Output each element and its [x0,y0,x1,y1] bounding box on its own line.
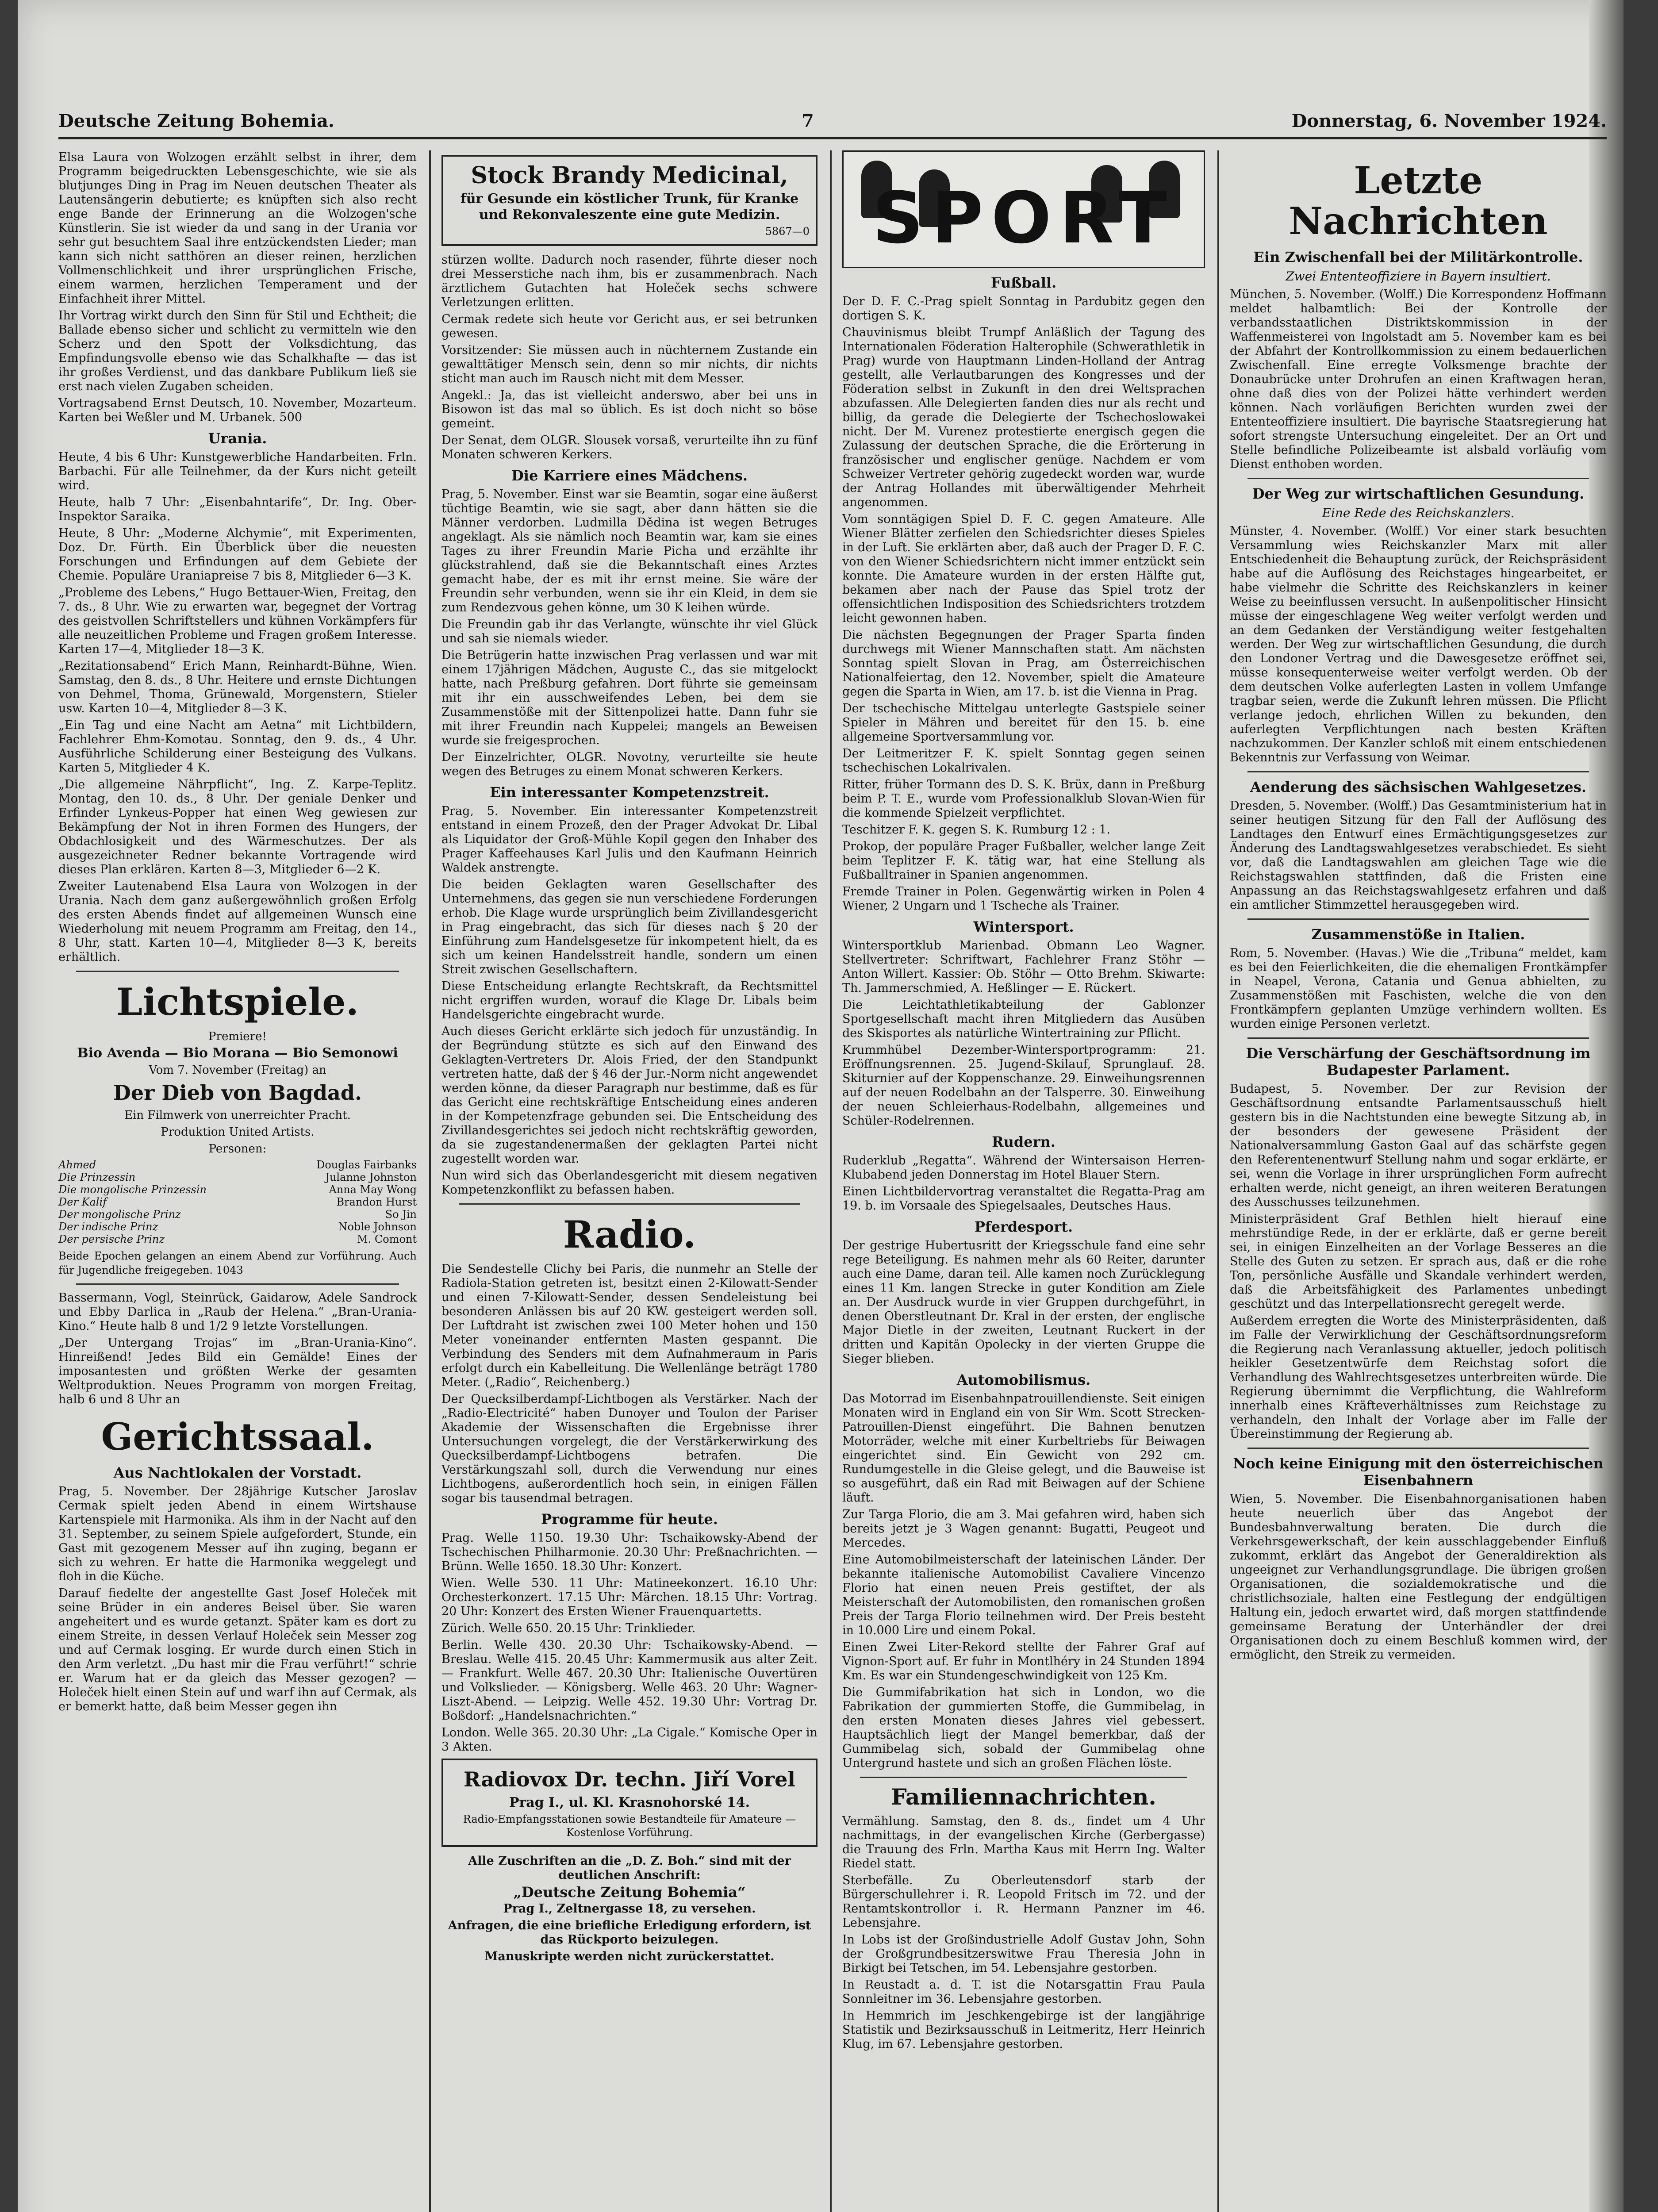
paragraph: Heute, 8 Uhr: „Moderne Alchymie“, mit Experimenten, Doz. Dr. Fürth. Ein Überblick über die neuesten Forschungen und Erfindungen auf dem Gebiete der Chemie. Populäre Uraniapreise 7 bis 8, Mitglieder 6—3 K. [58,526,417,583]
ad-code: 5867—0 [765,225,810,238]
section-heading-familiennachrichten: Familiennachrichten. [891,1784,1156,1810]
cast-row [58,1221,417,1233]
paragraph: Fremde Trainer in Polen. Gegenwärtig wirken in Polen 4 Wiener, 2 Ungarn und 1 Tscheche als Trainer. [842,885,1205,913]
paragraph: Einen Lichtbildervortrag veranstaltet die Regatta-Prag am 19. b. im Vorsaale des Spiegelsaales, Deutsches Haus. [842,1185,1205,1213]
radiovox-advertisement [441,1759,817,1847]
paragraph: Zweiter Lautenabend Elsa Laura von Wolzogen in der Urania. Nach dem ganz außergewöhnlich großen Erfolg des ersten Abends findet auf allgemeinen Wunsch eine Wiederholung mit neuem Programm am Freitag, den 14., 8 Uhr, statt. Karten 10—4, Mitglieder 8—3 K, bereits erhältlich. [58,879,417,964]
paragraph: Münster, 4. November. (Wolff.) Vor einer stark besuchten Versammlung wies Reichskanzler Marx mit aller Entschiedenheit die Behauptung zurück, der Reichspräsident habe auf die Auflösung des Reichstages hingearbeitet, er habe vielmehr die Schritte des Reichskanzlers in keiner Weise zu beeinflussen versucht. In außenpolitischer Hinsicht müsse der eingeschlagene Weg weiter verfolgt werden und an dem Gedanken der Verständigung weiter festgehalten werden. Der Weg zur wirtschaftlichen Gesundung, die durch den Londoner Vertrag und die Dawesgesetze eröffnet sei, müsse konsequenterweise weiter verfolgt werden. Ob der dem deutschen Volke auferlegten Lasten in vollem Umfange tragbar seien, werde die Zukunft lehren müssen. Die Pflicht verlange jedoch, ehrlichen Willen zu bekunden, den auferlegten Verpflichtungen nach besten Kräften nachzukommen. Der Kanzler schloß mit einem entschiedenen Bekenntnis zur Verfassung von Weimar. [1230,524,1607,764]
article-subheading: Eine Rede des Reichskanzlers. [1322,506,1515,520]
column-rule [830,150,832,2212]
section-heading-lichtspiele: Lichtspiele. [116,980,359,1024]
ad-text: für Gesunde ein köstlicher Trunk, für Kranke und Rekonvaleszente eine gute Medizin. [460,191,799,223]
cast-actor: Julanne Johnston [325,1171,417,1183]
article-heading: Die Verschärfung der Geschäftsordnung im Budapester Parlament. [1246,1045,1591,1079]
paragraph: Prag, 5. November. Einst war sie Beamtin, sogar eine äußerst tüchtige Beamtin, wie sie sagt, aber dann hätten sie die Männer verdorben. Ludmilla Dědina ist wegen Betruges angeklagt. Als sie nämlich noch Beamtin war, kam sie eines Tages zu ihrer Freundin Marie Picha und erzählte ihr glückstrahlend, daß sie die Bekanntschaft eines Arztes gemacht habe, der es mit ihr ernst meine. Sie wäre der Freundin sehr verbunden, wenn sie ihr ein Kleid, in dem sie zum Rendezvous gehen könne, um 30 K leihen würde. [441,488,817,614]
cast-role: Der mongolische Prinz [58,1208,181,1221]
cast-actor: Douglas Fairbanks [316,1159,417,1171]
cast-actor: Noble Johnson [338,1221,417,1233]
column-4 [1230,150,1607,2212]
section-heading-urania: Urania. [208,430,267,447]
screening-note: Beide Epochen gelangen an einem Abend zur Vorführung. Auch für Jugendliche freigegeben. 1043 [58,1250,417,1276]
paragraph: Prag. Welle 1150. 19.30 Uhr: Tschaikowsky-Abend der Tschechischen Philharmonie. 20.30 Uhr: Preßnachrichten. — Brünn. Welle 1650. 18.30 Uhr: Konzert. [441,1531,817,1573]
divider [1247,771,1589,772]
paragraph: Vorsitzender: Sie müssen auch in nüchternem Zustande ein gewalttätiger Mensch sein, denn so mir nichts, dir nichts sticht man auch im Rausch nicht mit dem Messer. [441,343,817,385]
section-heading-radio: Radio. [563,1213,696,1256]
paragraph: Der Leitmeritzer F. K. spielt Sonntag gegen seinen tschechischen Lokalrivalen. [842,747,1205,775]
premiere-label: Premiere! [208,1030,267,1043]
film-title: Der Dieb von Bagdad. [113,1081,362,1105]
article-heading: Die Karriere eines Mädchens. [511,467,748,484]
article-heading: Programme für heute. [541,1511,718,1528]
paragraph: Der D. F. C.-Prag spielt Sonntag in Pardubitz gegen den dortigen S. K. [842,295,1205,323]
masthead-date: Donnerstag, 6. November 1924. [1291,111,1607,131]
cast-role: Die mongolische Prinzessin [58,1183,207,1196]
cast-row [58,1183,417,1196]
paragraph: Wien. Welle 530. 11 Uhr: Matineekonzert. 16.10 Uhr: Orchesterkonzert. 17.15 Uhr: Märchen. 18.15 Uhr: Vortrag. 20 Uhr: Konzert des Ersten Wiener Frauenquartetts. [441,1576,817,1618]
paragraph: Auch dieses Gericht erklärte sich jedoch für unzuständig. In der Begründung stützte es sich auf den Einwand des Geklagten-Vertreters Dr. Alois Fried, der den Standpunkt vertreten hatte, daß der § 46 der Jur.-Norm nicht angewendet werden könne, da dieser Paragraph nur bestimme, daß es für das Gericht eine rechtskräftige Entscheidung eines anderen in der Kompetenzfrage gebunden sei. Die Entscheidung des Zivillandesgerichtes sei jedoch nicht rechtskräftig geworden, da sie zugestandenermaßen der geklagten Partei nicht zugestellt worden war. [441,1025,817,1166]
paragraph: Außerdem erregten die Worte des Ministerpräsidenten, daß im Falle der Verwirklichung der Geschäftsordnungsreform die Regierung nach Veranlassung aktueller, jedoch politisch heikler Gesetzentwürfe dem Reichstag sofort die Verhandlung des Wahlrechtsgesetzes unterbreiten würde. Die Regierung übernimmt die Verpflichtung, die Wahlreform innerhalb eines Kräfteverhältnisses zum Reichstage zu verhandeln, den Inhalt der Vorlage aber im Falle der Übereinstimmung der Regierung ab. [1230,1314,1607,1441]
paragraph: Wintersportklub Marienbad. Obmann Leo Wagner. Stellvertreter: Schriftwart, Fachlehrer Franz Stöhr — Anton Willert. Kassier: Ob. Stöhr — Otto Brehm. Skiwarte: Th. Jammerschmied, A. Heßlinger — E. Rückert. [842,939,1205,995]
paragraph: Chauvinismus bleibt Trumpf Anläßlich der Tagung des Internationalen Föderation Halterophile (Schwerathletik in Prag) wurde von Hauptmann Linden-Holland der Antrag gestellt, alle Verlautbarungen des Kongresses und der Föderation selbst in Zukunft in den drei Weltsprachen abzufassen. Alle Delegierten fanden dies nur als recht und billig, da gerade die Delegierte der Tschechoslowakei nicht. Der M. Vurenez protestierte energisch gegen die Zulassung der deutschen Sprache, die die Erörterung in französischer und englischer genüge. Nachdem er vom Schweizer Vertreter gehörig zugedeckt worden war, wurde der Antrag Hollandes mit überwältigender Mehrheit angenommen. [842,326,1205,509]
cast-role: Der persische Prinz [58,1233,165,1245]
article-heading: Der Weg zur wirtschaftlichen Gesundung. [1252,485,1585,502]
cast-row [58,1171,417,1183]
cinema-names: Bio Avenda — Bio Morana — Bio Semonowi [77,1045,398,1061]
divider [1247,1448,1589,1449]
brandy-advertisement [441,155,817,246]
section-heading-gerichtssaal: Gerichtssaal. [101,1415,374,1459]
paragraph: „Die allgemeine Nährpflicht“, Ing. Z. Karpe-Teplitz. Montag, den 10. ds., 8 Uhr. Der geniale Denker und Erfinder Lynkeus-Popper hat einen Weg gewiesen zur Bekämpfung der Not in ihren Formen des Hungers, der Obdachlosigkeit und des Wärmeschutzes. Der als ausgezeichneter Redner bekannte Vortragende wird dieses Plan erklären. Karten 8—3, Mitglieder 6—2 K. [58,778,417,876]
notice-line: Alle Zuschriften an die „D. Z. Boh.“ sind mit der deutlichen Anschrift: [468,1854,791,1882]
paragraph: Vermählung. Samstag, den 8. ds., findet um 4 Uhr nachmittags, in der evangelischen Kirche (Gerbergasse) die Trauung des Frln. Martha Kaus mit Herrn Ing. Walter Riedel statt. [842,1814,1205,1870]
divider [1247,918,1589,920]
paragraph: Ruderklub „Regatta“. Während der Wintersaison Herren-Klubabend jeden Donnerstag im Hotel Blauer Stern. [842,1154,1205,1182]
paragraph: Vortragsabend Ernst Deutsch, 10. November, Mozarteum. Karten bei Weßler und M. Urbanek. 500 [58,396,417,424]
paragraph: Die nächsten Begegnungen der Prager Sparta finden durchwegs mit Wiener Mannschaften statt. Am nächsten Sonntag spielt Slovan in Prag, am Österreichischen Nationalfeiertag, den 12. November, spielt die Amateure gegen die Sparta in Wien, am 17. b. ist die Vienna in Prag. [842,628,1205,699]
paragraph: Budapest, 5. November. Der zur Revision der Geschäftsordnung entsandte Parlamentsausschuß hielt gestern bis in die Nachtstunden eine bewegte Sitzung ab, in der besonders der gewesene Präsident der Nationalversammlung Gaston Gaal auf das schärfste gegen den Referentenentwurf Stellung nahm und sogar erklärte, er sei, wenn die Vorlage in ihrer ursprünglichen Form aufrecht erhalten werde, nicht geneigt, an ihren weiteren Beratungen des Ausschusses teilzunehmen. [1230,1082,1607,1209]
column-rule [1217,150,1219,2212]
film-subtitle: Ein Filmwerk von unerreichter Pracht. [124,1109,351,1122]
paragraph: In Hemmrich im Jeschkengebirge ist der langjährige Statistik und Bezirksausschuß in Leitmeritz, Herr Heinrich Klug, im 67. Lebensjahre gestorben. [842,2009,1205,2051]
paragraph: Teschitzer F. K. gegen S. K. Rumburg 12 : 1. [842,823,1111,837]
paragraph: München, 5. November. (Wolff.) Die Korrespondenz Hoffmann meldet halbamtlich: Bei der Kontrolle der verbandsstaatlichen Distriktskommission in der Waffenmeisterei von Ingolstadt am 5. November kam es bei der Abfahrt der Kontrollkommission zu einem bedauerlichen Zwischenfall. Eine erregte Volksmenge brachte der Donaubrücke unter Drohrufen an einen Kraftwagen heran, ohne daß dies von der Polizei hätte verhindert werden können. Nach vorläufigen Berichten wurden zwei der Ententeoffiziere insultiert. Die bayrische Staatsregierung hat sofort strengste Untersuchung eingeleitet. Der an Ort und Stelle befindliche Polizeibeamte ist alsbald vorläufig vom Dienst enthoben worden. [1230,288,1607,471]
article-heading: Aenderung des sächsischen Wahlgesetzes. [1250,779,1587,795]
cast-row [58,1196,417,1208]
cast-role: Der indische Prinz [58,1221,158,1233]
newspaper-page [18,0,1623,2212]
paragraph: Dresden, 5. November. (Wolff.) Das Gesamtministerium hat in seiner heutigen Sitzung für den Fall der Auflösung des Landtages den Entwurf eines Ermächtigungsgesetzes zur Änderung des Landtagswahlgesetzes verabschiedet. Es sieht vor, daß die Landtagswahlen am gleichen Tage wie die Reichstagswahlen stattfinden, daß die Fristen eine Anpassung an das Reichstagswahlgesetz erfahren und daß ein amtlicher Stimmzettel herausgegeben wird. [1230,799,1607,912]
paragraph: Zürich. Welle 650. 20.15 Uhr: Trinklieder. [441,1621,696,1635]
paragraph: „Der Untergang Trojas“ im „Bran-Urania-Kino“. Hinreißend! Jedes Bild ein Gemälde! Eines der imposantesten und größten Werke der gesamten Weltproduktion. Neues Programm von morgen Freitag, halb 6 und 8 Uhr an [58,1336,417,1406]
paragraph: Prag, 5. November. Ein interessanter Kompetenzstreit entstand in einem Prozeß, den der Prager Advokat Dr. Libal als Liquidator der Groß-Mühle Kopil gegen den Inhaber des Prager Kaffeehauses Karl Julis und den Kaufmann Heinrich Waldek anstrengte. [441,804,817,875]
paragraph: Cermak redete sich heute vor Gericht aus, er sei betrunken gewesen. [441,312,817,340]
section-heading-rudern: Rudern. [992,1133,1055,1150]
persons-label: Personen: [208,1142,267,1156]
paragraph: „Ein Tag und eine Nacht am Aetna“ mit Lichtbildern, Fachlehrer Ehm-Komotau. Sonntag, den 9. ds., 4 Uhr. Ausführliche Schilderung einer Besteigung des Vulkans. Karten 5, Mitglieder 4 K. [58,718,417,775]
cast-actor: So Jin [385,1208,417,1221]
paragraph: Vom sonntägigen Spiel D. F. C. gegen Amateure. Alle Wiener Blätter zerfielen den Schiedsrichter dieses Spieles in der Luft. Sie erklärten aber, daß auch der Prager D. F. C. von den Wiener Schiedsrichtern nicht immer entzückt sein konnte. Die Amateure wurden in der ersten Hälfte gut, bekamen aber nach der Pause das Spiel trotz der offensichtlichen Indisposition des Schiedsrichters trotzdem leicht gewonnen haben. [842,512,1205,625]
paragraph: Zur Targa Florio, die am 3. Mai gefahren wird, haben sich bereits jetzt je 3 Wagen genannt: Bugatti, Peugeot und Mercedes. [842,1508,1205,1550]
masthead [58,111,1607,139]
paragraph: Diese Entscheidung erlangte Rechtskraft, da Rechtsmittel nicht ergriffen wurden, worauf die Klage Dr. Libals beim Handelsgerichte eingebracht wurde. [441,979,817,1022]
paragraph: Eine Automobilmeisterschaft der lateinischen Länder. Der bekannte italienische Automobilist Cavaliere Vincenzo Florio hat einen neuen Preis gestiftet, der als Meisterschaft der Automobilisten, den romanischen großen Preis der Targa Florio teilnehmen wird. Der Preis besteht in 10.000 Lire und einem Pokal. [842,1553,1205,1637]
paragraph: Der gestrige Hubertusritt der Kriegsschule fand eine sehr rege Beteiligung. Es nahmen mehr als 60 Reiter, darunter auch eine Dame, daran teil. Alle kamen noch Zurücklegung eines 11 Km. langen Strecke in guter Kondition am Ziele an. Der Ausdruck wurde in vier Gruppen durchgeführt, in denen Oberstleutnant Dr. Kral in der ersten, der englische Major Dietle in der zweiten, Leutnant Ruckert in der dritten und Kapitän Opolecky in der vierten Gruppe die Sieger blieben. [842,1239,1205,1366]
section-heading-fussball: Fußball. [990,274,1057,291]
paragraph: Das Motorrad im Eisenbahnpatrouillendienste. Seit einigen Monaten wird in England ein von Sir Wm. Scott Strecken-Patrouillen-Dienst eingeführt. Die Bahnen benutzen Motorräder, welche mit einer Kurbeltriebs für Beiwagen eingerichtet sind. Ein Gewicht von 292 cm. Rundumgestelle in die Gleise gelegt, und die Bauweise ist so ausgeführt, daß ein Rad mit Beiwagen auf der Schiene läuft. [842,1392,1205,1505]
paragraph: stürzen wollte. Dadurch noch rasender, führte dieser noch drei Messerstiche nach ihm, bis er zusammenbrach. Nach ärztlichem Gutachten hat Holeček sechs schwere Verletzungen erlitten. [441,253,817,309]
cast-list [58,1159,417,1245]
paragraph: Einen Zwei Liter-Rekord stellte der Fahrer Graf auf Vignon-Sport auf. Er fuhr in Montlhéry in 24 Stunden 1894 Km. Es war ein Stundengeschwindigkeit von 125 Km. [842,1640,1205,1682]
paragraph: Wien, 5. November. Die Eisenbahnorganisationen haben heute neuerlich über das Angebot der Bundesbahnverwaltung beraten. Die durch die Verkehrsgewerkschaft, der kein ausschlaggebender Einfluß zukommt, erklärt das Angebot der Generaldirektion als ungeeignet zur Verhandlungsgrundlage. Die übrigen großen Organisationen, die sozialdemokratische und die christlichsoziale, halten eine Festlegung der endgültigen Haltung ein, jedoch erwartet wird, daß morgen stattfindende gemeinsame Beratung der Unterhändler der drei Organisationen doch zu einem Beschluß kommen wird, der ermöglicht, den Streik zu vermeiden. [1230,1492,1607,1662]
urania-listings [58,450,417,964]
ad-address: Prag I., ul. Kl. Krasnohorské 14. [509,1795,750,1810]
editorial-notice [441,1854,817,1964]
article-subheading: Zwei Ententeoffiziere in Bayern insultiert. [1286,269,1551,284]
cast-row [58,1233,417,1245]
paragraph: Die Gummifabrikation hat sich in London, wo die Fabrikation der gummierten Stoffe, die Gummibelag, in den ersten Monaten dieses Jahres viel gebessert. Hauptsächlich liegt der Mangel bemerkbar, daß der Gummibelag sich, sobald der Gummibelag ohne Untergrund hastete und sich an großen Flächen löste. [842,1686,1205,1770]
article-heading: Ein Zwischenfall bei der Militärkontrolle. [1253,249,1583,265]
section-heading-letzte-nachrichten: Letzte Nachrichten [1289,158,1548,243]
ad-title: Radiovox Dr. techn. Jiří Vorel [464,1767,795,1791]
paragraph: Heute, halb 7 Uhr: „Eisenbahntarife“, Dr. Ing. Ober-Inspektor Saraika. [58,495,417,523]
divider [76,1283,399,1285]
paragraph: Heute, 4 bis 6 Uhr: Kunstgewerbliche Handarbeiten. Frln. Barbachi. Für alle Teilnehmer, da der Kurs nicht geteilt wird. [58,450,417,492]
column-2 [441,150,817,2212]
content-area [58,150,1607,2212]
article-heading: Aus Nachtlokalen der Vorstadt. [113,1464,362,1481]
paragraph: Krummhübel Dezember-Wintersportprogramm: 21. Eröffnungsrennen. 25. Jugend-Skilauf, Sprunglauf. 28. Skiturnier auf der Koppenschanze. 29. Einweihungsrennen auf der neuen Rodelbahn an der Talsperre. 30. Einweihung der neuen Schleierhaus-Rodelbahn, allgemeines und Schüler-Rodelrennen. [842,1043,1205,1128]
paragraph: Ihr Vortrag wirkt durch den Sinn für Stil und Echtheit; die Ballade ebenso sicher und schlicht zu vermitteln wie den Scherz und den Spott der Volksdichtung, das Empfindungsvolle ebenso wie das Schalkhafte — das ist ihr großes Verdienst, und das dankbare Publikum ließ sie erst nach vielen Zugaben scheiden. [58,309,417,393]
article-heading: Zusammenstöße in Italien. [1311,926,1525,943]
notice-line: Manuskripte werden nicht zurückerstattet. [484,1950,775,1963]
column-3 [842,150,1205,2212]
paragraph: Die Betrügerin hatte inzwischen Prag verlassen und war mit einem 17jährigen Mädchen, Auguste C., das sie mitgelockt hatte, nach Preßburg gefahren. Dort führte sie gemeinsam mit ihr ein ausschweifendes Leben, bei dem sie Zusammenstöße mit der Sittenpolizei hatte. Dann fuhr sie mit ihrer Freundin nach Kuppelei; mangels an Beweisen wurde sie freigesprochen. [441,649,817,747]
paragraph: Der tschechische Mittelgau unterlegte Gastspiele seiner Spieler in Mähren und bereitet für den 15. b. eine allgemeine Sportversammlung vor. [842,702,1205,744]
paragraph: Sterbefälle. Zu Oberleutensdorf starb der Bürgerschullehrer i. R. Leopold Fritsch im 72. und der Rentamtskontrollor i. R. Hermann Panzner im 46. Lebensjahre. [842,1874,1205,1930]
paragraph: Ministerpräsident Graf Bethlen hielt hierauf eine mehrstündige Rede, in der er erklärte, daß er gerne bereit sei, in einigen Einzelheiten an der Vorlage Besseres an die Stelle des Guten zu setzen. Er sprach aus, daß er die rohe Ton, persönliche Ausfälle und Skandale verhindert werden, daß die Arbeitsfähigkeit des Parlamentes unbedingt geschützt und das Interpellationsrecht geregelt werde. [1230,1212,1607,1311]
divider [1247,478,1589,479]
paragraph: In Reustadt a. d. T. ist die Notarsgattin Frau Paula Sonnleitner im 36. Lebensjahre gestorben. [842,1978,1205,2006]
article-heading: Ein interessanter Kompetenzstreit. [490,784,769,801]
cast-actor: Brandon Hurst [336,1196,417,1208]
cast-row [58,1208,417,1221]
paragraph: Prag, 5. November. Der 28jährige Kutscher Jaroslav Cermak spielt jeden Abend in einem Wirtshause Kartenspiele mit Harmonika. Als ihm in der Nacht auf den 31. September, zu seinem Spiele aufgefordert, Stunde, ein Gast mit gezogenem Messer auf ihn zuging, begann er sich zu wehren. Er hatte die Harmonika weggelegt und floh in die Küche. [58,1485,417,1583]
notice-line: Anfragen, die eine briefliche Erledigung erfordern, ist das Rückporto beizulegen. [448,1919,811,1947]
paragraph: London. Welle 365. 20.30 Uhr: „La Cigale.“ Komische Oper in 3 Akten. [441,1726,817,1754]
paragraph: Berlin. Welle 430. 20.30 Uhr: Tschaikowsky-Abend. — Breslau. Welle 415. 20.45 Uhr: Kammermusik aus alter Zeit. — Frankfurt. Welle 467. 20.30 Uhr: Italienische Ouvertüren und Volkslieder. — Königsberg. Welle 463. 20 Uhr: Wagner-Liszt-Abend. — Leipzig. Welle 452. 19.30 Uhr: Vortrag Dr. Boßdorf: „Handelsnachrichten.“ [441,1638,817,1723]
paragraph: Nun wird sich das Oberlandesgericht mit diesem negativen Kompetenzkonflikt zu befassen haben. [441,1169,817,1197]
cast-role: Der Kalif [58,1196,107,1208]
ad-title: Stock Brandy Medicinal, [471,162,788,189]
divider [1247,1037,1589,1039]
paragraph: Der Einzelrichter, OLGR. Novotny, verurteilte sie heute wegen des Betruges zu einem Monat schweren Kerkers. [441,750,817,778]
page-number: 7 [802,111,814,131]
paragraph: Angekl.: Ja, das ist vielleicht anderswo, aber bei uns in Bisowon ist das mal so üblich. Es ist doch nicht so böse gemeint. [441,388,817,430]
cast-actor: Anna May Wong [329,1183,417,1196]
paragraph: Ritter, früher Tormann des D. S. K. Brüx, dann in Preßburg beim P. T. E., wurde vom Professionalklub Slovan-Wien für die kommende Spielzeit verpflichtet. [842,778,1205,820]
paragraph: Die Freundin gab ihr das Verlangte, wünschte ihr viel Glück und sah sie niemals wieder. [441,618,817,645]
article-heading: Noch keine Einigung mit den österreichischen Eisenbahnern [1233,1455,1604,1489]
paragraph: Die Sendestelle Clichy bei Paris, die nunmehr an Stelle der Radiola-Station getreten ist, besitzt einen 2-Kilowatt-Sender und einen 7-Kilowatt-Sender, dessen Sendeleistung bei besonderen Anlässen bis auf 20 KW. gesteigert werden soll. Der Luftdraht ist zwischen zwei 100 Meter hohen und 150 Meter voneinander entfernten Masten gespannt. Die Verbindung des Senders mit dem Aufnahmeraum in Paris erfolgt durch ein Kabelleitung. Die Wellenlänge beträgt 1780 Meter. („Radio“, Reichenberg.) [441,1262,817,1389]
sport-logo [842,150,1205,268]
divider [76,971,399,972]
paragraph: Prokop, der populäre Prager Fußballer, welcher lange Zeit beim Teplitzer F. K. tätig war, hat eine Stellung als Fußballtrainer in Spanien angenommen. [842,840,1205,882]
section-heading-wintersport: Wintersport. [973,918,1074,935]
paragraph: Der Senat, dem OLGR. Slousek vorsaß, verurteilte ihn zu fünf Monaten schweren Kerkers. [441,434,817,461]
paragraph: Rom, 5. November. (Havas.) Wie die „Tribuna“ meldet, kam es bei den Feierlichkeiten, die die ehemaligen Frontkämpfer in Neapel, Verona, Catania und Genua abhielten, zu Zusammenstößen mit Faschisten, welche die von den Frontkämpfern geplanten Umzüge verhindern wollten. Es wurden einige Personen verletzt. [1230,946,1607,1031]
paragraph: Bassermann, Vogl, Steinrück, Gaidarow, Adele Sandrock und Ebby Darlica in „Raub der Helena.“ „Bran-Urania-Kino.“ Heute halb 8 und 1/2 9 letzte Vorstellungen. [58,1291,417,1333]
ad-text: Radio-Empfangsstationen sowie Bestandteile für Amateure — Kostenlose Vorführung. [463,1813,796,1839]
wolzogen-article [58,150,417,425]
cast-role: Die Prinzessin [58,1171,136,1183]
paragraph: „Rezitationsabend“ Erich Mann, Reinhardt-Bühne, Wien. Samstag, den 8. ds., 8 Uhr. Heitere und ernste Dichtungen von Dehmel, Thoma, Grünewald, Morgenstern, Stieler usw. Karten 10—4, Mitglieder 8—3 K. [58,659,417,715]
notice-line: „Deutsche Zeitung Bohemia“ [513,1884,746,1901]
film-advertisement [58,1029,417,1277]
cast-role: Ahmed [58,1159,96,1171]
divider [459,1203,800,1205]
paragraph: Darauf fiedelte der angestellte Gast Josef Holeček mit seine Brüder in ein anderes Beisel über. Sie waren angeheitert und es wurde getanzt. Später kam es dort zu einem Streite, in dessen Verlauf Holeček sein Messer zog und auf Cermak losging. Er wurde durch einen Stich in den Arm verletzt. „Du hast mir die Frau verführt!“ schrie er. Warum hat er da gleich das Messer gezogen? — Holeček hielt einen Stein auf und warf ihn auf Cermak, als er bemerkt hatte, daß beim Messer gegen ihn [58,1586,417,1713]
cast-row [58,1159,417,1171]
section-heading-automobilismus: Automobilismus. [956,1371,1091,1388]
section-heading-pferdesport: Pferdesport. [974,1218,1073,1235]
production-line: Produktion United Artists. [161,1125,315,1139]
paragraph: In Lobs ist der Großindustrielle Adolf Gustav John, Sohn der Großgrundbesitzerswitwe Frau Theresia John in Birkigt bei Tetschen, im 54. Lebensjahre gestorben. [842,1933,1205,1975]
notice-line: Prag I., Zeltnergasse 18, zu versehen. [503,1902,756,1916]
paragraph: Elsa Laura von Wolzogen erzählt selbst in ihrer, dem Programm beigedruckten Lebensgeschichte, wie sie als blutjunges Ding in Prag im Neuen deutschen Theater als Lautensängerin debutierte; es knüpften sich also recht enge Bande der Erinnerung an die Wolzogen'sche Künstlerin. Sie ist wieder da und sang in der Urania vor sehr gut besuchtem Saal ihre entzückendsten Lieder; man kann sich nicht satthören an dieser reinen, herzlichen Vollmenschlichkeit und ihrer ursprünglichen Frische, einem warmen, herzlichen Temperament und der Einfachheit ihrer Mittel. [58,150,417,306]
paragraph: Die Leichtathletikabteilung der Gablonzer Sportgesellschaft macht ihren Mitgliedern das Ausüben des Skisportes als natürliche Wintertraining zur Pflicht. [842,998,1205,1040]
cast-actor: M. Comont [357,1233,417,1245]
masthead-title: Deutsche Zeitung Bohemia. [58,111,334,131]
date-line: Vom 7. November (Freitag) an [149,1064,326,1077]
column-1 [58,150,417,2212]
sport-logo-word: SPORT [872,177,1175,259]
divider [860,1777,1187,1778]
paragraph: Der Quecksilberdampf-Lichtbogen als Verstärker. Nach der „Radio-Electricité“ haben Dunoyer und Toulon der Pariser Akademie der Wissenschaften die Ergebnisse ihrer Untersuchungen vorgelegt, die der Verstärkerwirkung des Quecksilberdampf-Lichtbogens betrafen. Die Verstärkungszahl soll, durch die Verwendung nur eines Lichtbogens, außerordentlich hoch sein, in einigen Fällen sogar bis tausendmal betragen. [441,1392,817,1505]
column-rule [429,150,431,2212]
paragraph: „Probleme des Lebens,“ Hugo Bettauer-Wien, Freitag, den 7. ds., 8 Uhr. Wie zu erwarten war, begegnet der Vortrag des geistvollen Schriftstellers und kühnen Vorkämpfers für alle neuzeitlichen Probleme und Fragen großem Interesse. Karten 17—4, Mitglieder 18—3 K. [58,586,417,656]
paragraph: Die beiden Geklagten waren Gesellschafter des Unternehmens, das gegen sie nun verschiedene Forderungen erhob. Die Klage wurde ursprünglich beim Zivillandesgericht in Prag eingebracht, das sich für dieses nach § 20 der Einführung zum Handelsgesetze für inkompetent hielt, da es sich um keinen Handelsstreit handle, sondern um einen Streit zwischen Gesellschaftern. [441,878,817,976]
